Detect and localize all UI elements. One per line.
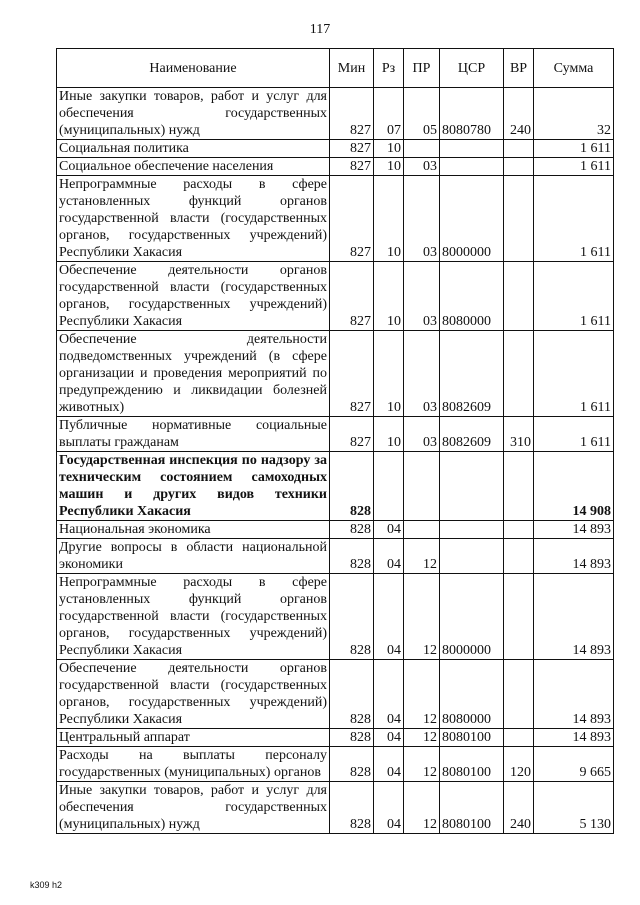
cell-vr: 310 <box>504 417 534 452</box>
cell-csr: 8000000 <box>440 176 504 262</box>
cell-sum: 32 <box>534 88 614 140</box>
cell-name: Публичные нормативные социальные выплаты гражданам <box>57 417 330 452</box>
cell-vr <box>504 452 534 521</box>
cell-min: 828 <box>330 452 374 521</box>
table-row <box>57 417 614 452</box>
cell-name: Иные закупки товаров, работ и услуг для обеспечения государственных (муниципальных) нужд <box>57 88 330 140</box>
cell-sum: 1 611 <box>534 176 614 262</box>
table-row <box>57 747 614 782</box>
cell-rz: 07 <box>374 88 404 140</box>
cell-rz: 04 <box>374 521 404 539</box>
cell-name: Государственная инспекция по надзору за техническим состоянием самоходных машин и других видов техники Республики Хакасия <box>57 452 330 521</box>
cell-pr <box>404 452 440 521</box>
cell-vr: 120 <box>504 747 534 782</box>
cell-min: 828 <box>330 747 374 782</box>
cell-min: 827 <box>330 158 374 176</box>
table-row <box>57 140 614 158</box>
table-row <box>57 331 614 417</box>
column-header-pr: ПР <box>404 49 440 88</box>
cell-min: 828 <box>330 574 374 660</box>
cell-rz: 10 <box>374 331 404 417</box>
column-header-sum: Сумма <box>534 49 614 88</box>
cell-min: 828 <box>330 521 374 539</box>
cell-name: Национальная экономика <box>57 521 330 539</box>
cell-min: 827 <box>330 262 374 331</box>
cell-name: Центральный аппарат <box>57 729 330 747</box>
cell-rz: 10 <box>374 140 404 158</box>
table-row <box>57 729 614 747</box>
cell-pr <box>404 521 440 539</box>
cell-sum: 1 611 <box>534 158 614 176</box>
cell-sum: 14 893 <box>534 539 614 574</box>
cell-name: Социальное обеспечение населения <box>57 158 330 176</box>
cell-vr <box>504 521 534 539</box>
cell-pr <box>404 140 440 158</box>
cell-min: 827 <box>330 88 374 140</box>
page-number: 117 <box>309 22 331 37</box>
cell-csr: 8082609 <box>440 331 504 417</box>
budget-table <box>56 48 614 834</box>
table-row <box>57 158 614 176</box>
cell-csr <box>440 539 504 574</box>
cell-csr <box>440 140 504 158</box>
table-row <box>57 176 614 262</box>
table-row <box>57 660 614 729</box>
cell-rz: 04 <box>374 539 404 574</box>
cell-csr: 8080100 <box>440 747 504 782</box>
cell-sum: 14 893 <box>534 660 614 729</box>
table-row <box>57 262 614 331</box>
cell-sum: 5 130 <box>534 782 614 834</box>
cell-csr <box>440 521 504 539</box>
cell-min: 828 <box>330 660 374 729</box>
cell-pr: 05 <box>404 88 440 140</box>
cell-min: 828 <box>330 539 374 574</box>
cell-min: 827 <box>330 417 374 452</box>
cell-csr <box>440 452 504 521</box>
cell-vr: 240 <box>504 88 534 140</box>
cell-name: Обеспечение деятельности органов государственной власти (государственных органов, государственных учреждений) Республики Хакасия <box>57 660 330 729</box>
column-header-min: Мин <box>330 49 374 88</box>
column-header-csr: ЦСР <box>440 49 504 88</box>
cell-vr <box>504 660 534 729</box>
table-row <box>57 539 614 574</box>
table-body <box>57 88 614 834</box>
cell-rz: 04 <box>374 747 404 782</box>
cell-sum: 1 611 <box>534 331 614 417</box>
cell-min: 828 <box>330 729 374 747</box>
table-row <box>57 782 614 834</box>
table-row <box>57 88 614 140</box>
cell-vr <box>504 140 534 158</box>
cell-min: 827 <box>330 140 374 158</box>
cell-min: 827 <box>330 331 374 417</box>
cell-pr: 12 <box>404 539 440 574</box>
cell-vr <box>504 574 534 660</box>
column-header-vr: ВР <box>504 49 534 88</box>
cell-vr <box>504 331 534 417</box>
cell-rz: 04 <box>374 782 404 834</box>
cell-name: Расходы на выплаты персоналу государственных (муниципальных) органов <box>57 747 330 782</box>
cell-pr: 03 <box>404 158 440 176</box>
cell-sum: 1 611 <box>534 262 614 331</box>
cell-csr: 8080780 <box>440 88 504 140</box>
cell-sum: 14 893 <box>534 729 614 747</box>
cell-csr: 8080100 <box>440 729 504 747</box>
cell-csr <box>440 158 504 176</box>
cell-pr: 03 <box>404 176 440 262</box>
cell-rz: 04 <box>374 729 404 747</box>
cell-pr: 03 <box>404 331 440 417</box>
cell-min: 827 <box>330 176 374 262</box>
cell-csr: 8000000 <box>440 574 504 660</box>
cell-name: Другие вопросы в области национальной экономики <box>57 539 330 574</box>
cell-pr: 12 <box>404 747 440 782</box>
cell-vr <box>504 729 534 747</box>
cell-sum: 14 893 <box>534 574 614 660</box>
cell-sum: 9 665 <box>534 747 614 782</box>
cell-rz <box>374 452 404 521</box>
table-row <box>57 574 614 660</box>
cell-vr <box>504 158 534 176</box>
cell-sum: 1 611 <box>534 140 614 158</box>
cell-name: Социальная политика <box>57 140 330 158</box>
cell-name: Обеспечение деятельности подведомственных учреждений (в сфере организации и проведения мероприятий по предупреждению и ликвидации болезней животных) <box>57 331 330 417</box>
cell-sum: 1 611 <box>534 417 614 452</box>
cell-sum: 14 893 <box>534 521 614 539</box>
cell-name: Непрограммные расходы в сфере установленных функций органов государственной власти (государственных органов, государственных учреждений) Республики Хакасия <box>57 176 330 262</box>
cell-rz: 04 <box>374 574 404 660</box>
cell-vr <box>504 262 534 331</box>
cell-pr: 12 <box>404 782 440 834</box>
cell-pr: 03 <box>404 262 440 331</box>
cell-name: Иные закупки товаров, работ и услуг для обеспечения государственных (муниципальных) нужд <box>57 782 330 834</box>
cell-csr: 8082609 <box>440 417 504 452</box>
cell-pr: 12 <box>404 729 440 747</box>
cell-csr: 8080000 <box>440 660 504 729</box>
cell-vr <box>504 539 534 574</box>
cell-rz: 10 <box>374 417 404 452</box>
cell-csr: 8080100 <box>440 782 504 834</box>
cell-min: 828 <box>330 782 374 834</box>
cell-name: Обеспечение деятельности органов государственной власти (государственных органов, государственных учреждений) Республики Хакасия <box>57 262 330 331</box>
cell-vr <box>504 176 534 262</box>
cell-pr: 03 <box>404 417 440 452</box>
cell-rz: 10 <box>374 262 404 331</box>
column-header-name: Наименование <box>57 49 330 88</box>
cell-rz: 04 <box>374 660 404 729</box>
table-row <box>57 452 614 521</box>
cell-rz: 10 <box>374 176 404 262</box>
column-header-rz: Рз <box>374 49 404 88</box>
cell-vr: 240 <box>504 782 534 834</box>
footer-code: k309 h2 <box>30 880 63 890</box>
table-row <box>57 521 614 539</box>
cell-pr: 12 <box>404 660 440 729</box>
header-row <box>57 49 614 88</box>
cell-csr: 8080000 <box>440 262 504 331</box>
cell-sum: 14 908 <box>534 452 614 521</box>
cell-name: Непрограммные расходы в сфере установленных функций органов государственной власти (государственных органов, государственных учреждений) Республики Хакасия <box>57 574 330 660</box>
cell-rz: 10 <box>374 158 404 176</box>
cell-pr: 12 <box>404 574 440 660</box>
